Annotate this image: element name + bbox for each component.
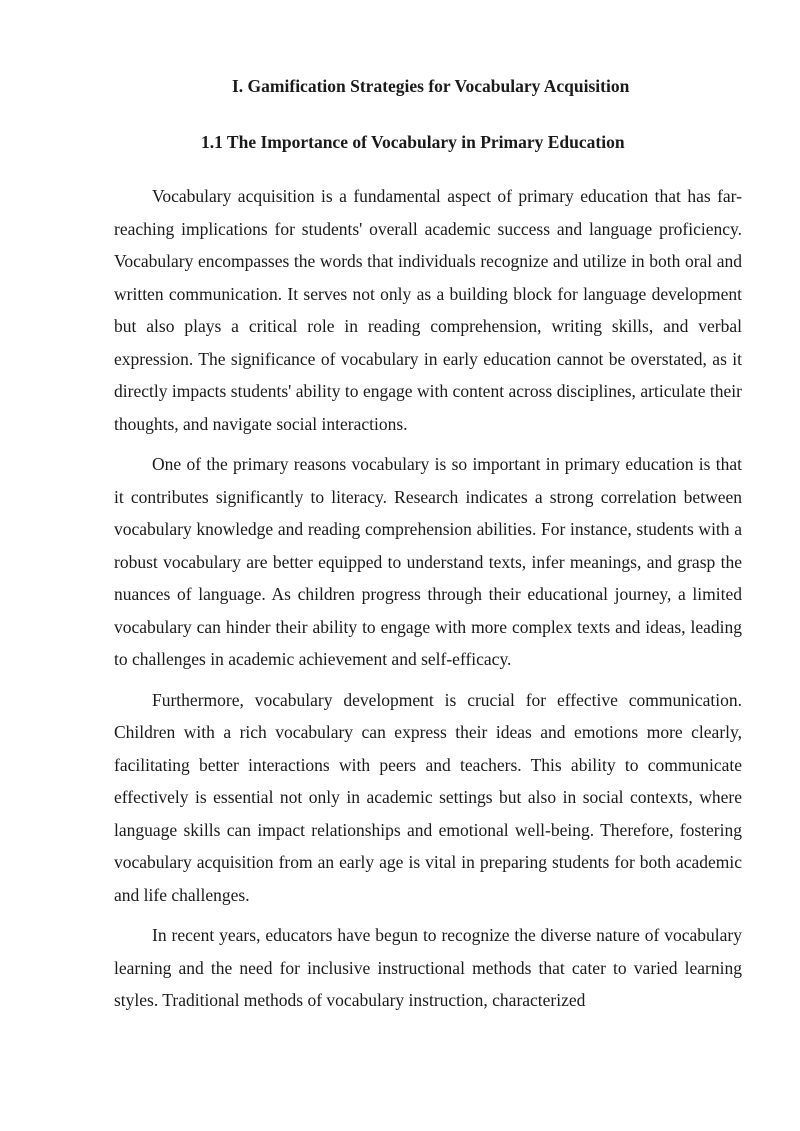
paragraph-4: In recent years, educators have begun to recognize the diverse nature of vocabulary learning and the need for inclusive instructional methods that cater to varied learning styles. Traditional methods of vocabulary instruction, characterized	[114, 925, 742, 1010]
paragraph-1: Vocabulary acquisition is a fundamental aspect of primary education that has far-reaching implications for students' overall academic success and language proficiency. Vocabulary encompasses the words that individuals recognize and utilize in both oral and written communication. It serves not only as a building block for language development but also plays a critical role in reading comprehension, writing skills, and verbal expression. The significance of vocabulary in early education cannot be overstated, as it directly impacts students' ability to engage with content across disciplines, articulate their thoughts, and navigate social interactions.	[114, 186, 742, 434]
paragraph-3: Furthermore, vocabulary development is crucial for effective communication. Children with a rich vocabulary can express their ideas and emotions more clearly, facilitating better interactions with peers and teachers. This ability to communicate effectively is essential not only in academic settings but also in social contexts, where language skills can impact relationships and emotional well-being. Therefore, fostering vocabulary acquisition from an early age is vital in preparing students for both academic and life challenges.	[114, 689, 742, 905]
subsection-title: 1.1 The Importance of Vocabulary in Primary Education	[201, 132, 625, 152]
body-text	[114, 180, 742, 1017]
section-title: I. Gamification Strategies for Vocabulary Acquisition	[232, 76, 630, 96]
paragraph-2: One of the primary reasons vocabulary is so important in primary education is that it contributes significantly to literacy. Research indicates a strong correlation between vocabulary knowledge and reading comprehension abilities. For instance, students with a robust vocabulary are better equipped to understand texts, infer meanings, and grasp the nuances of language. As children progress through their educational journey, a limited vocabulary can hinder their ability to engage with more complex texts and ideas, leading to challenges in academic achievement and self-efficacy.	[114, 454, 742, 669]
